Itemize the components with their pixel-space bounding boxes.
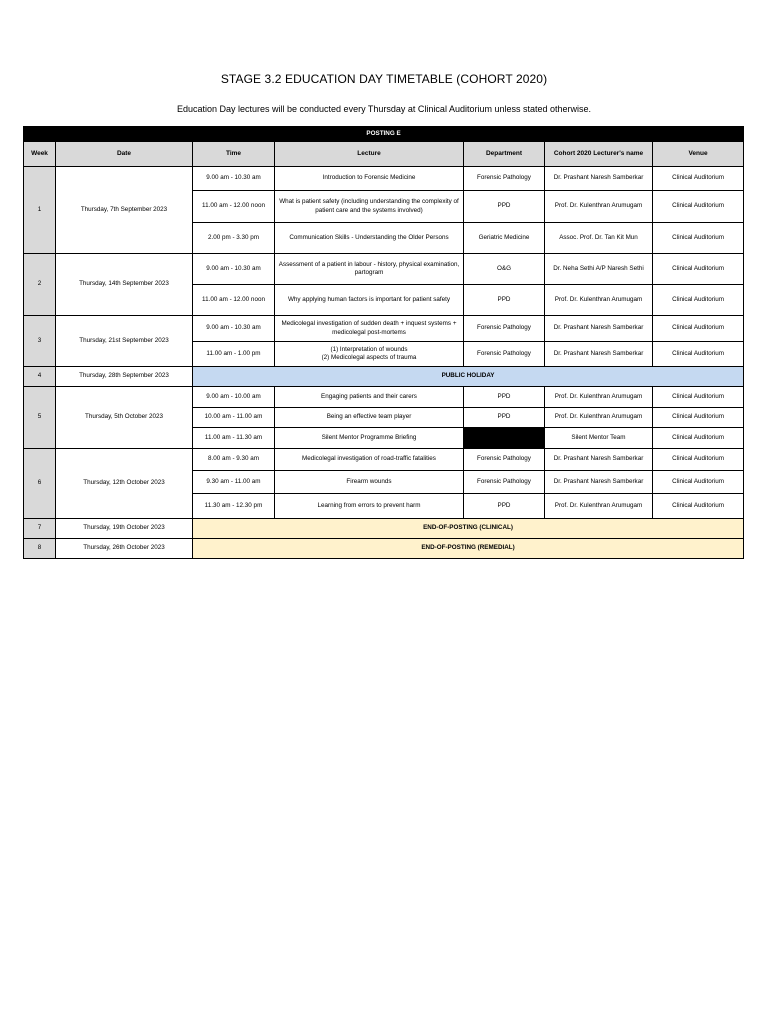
session-department: PPD — [464, 408, 545, 428]
week-date: Thursday, 28th September 2023 — [56, 367, 193, 387]
posting-header: POSTING E — [24, 127, 744, 142]
session-department: Forensic Pathology — [464, 342, 545, 367]
table-row — [24, 316, 744, 342]
session-venue: Clinical Auditorium — [653, 494, 744, 519]
session-lecture: Firearm wounds — [275, 471, 464, 494]
column-header-venue: Venue — [653, 142, 744, 167]
session-venue: Clinical Auditorium — [653, 408, 744, 428]
week-date: Thursday, 12th October 2023 — [56, 449, 193, 519]
session-lecturer: Assoc. Prof. Dr. Tan Kit Mun — [545, 223, 653, 254]
session-venue: Clinical Auditorium — [653, 191, 744, 223]
session-department: Forensic Pathology — [464, 316, 545, 342]
session-lecturer: Prof. Dr. Kulenthran Arumugam — [545, 408, 653, 428]
session-lecturer: Silent Mentor Team — [545, 428, 653, 449]
session-time: 11.00 am - 12.00 noon — [193, 285, 275, 316]
session-time: 9.00 am - 10.30 am — [193, 316, 275, 342]
session-lecture: Silent Mentor Programme Briefing — [275, 428, 464, 449]
session-department: Forensic Pathology — [464, 449, 545, 471]
session-time: 11.30 am - 12.30 pm — [193, 494, 275, 519]
session-department: Forensic Pathology — [464, 167, 545, 191]
session-venue: Clinical Auditorium — [653, 428, 744, 449]
table-row — [24, 254, 744, 285]
session-lecture: Assessment of a patient in labour - history, physical examination, partogram — [275, 254, 464, 285]
session-venue: Clinical Auditorium — [653, 387, 744, 408]
week-date: Thursday, 21st September 2023 — [56, 316, 193, 367]
table-row — [24, 367, 744, 387]
session-venue: Clinical Auditorium — [653, 285, 744, 316]
session-time: 9.30 am - 11.00 am — [193, 471, 275, 494]
week-date: Thursday, 19th October 2023 — [56, 519, 193, 539]
table-row — [24, 449, 744, 471]
week-number: 7 — [24, 519, 56, 539]
session-venue: Clinical Auditorium — [653, 223, 744, 254]
end-of-posting-banner: END-OF-POSTING (REMEDIAL) — [193, 539, 744, 559]
session-lecture: Medicolegal investigation of sudden death + inquest systems + medicolegal post-mortems — [275, 316, 464, 342]
session-time: 8.00 am - 9.30 am — [193, 449, 275, 471]
public-holiday-banner: PUBLIC HOLIDAY — [193, 367, 744, 387]
session-venue: Clinical Auditorium — [653, 449, 744, 471]
column-header-week: Week — [24, 142, 56, 167]
session-lecture: (1) Interpretation of wounds (2) Medicolegal aspects of trauma — [275, 342, 464, 367]
session-lecturer: Dr. Prashant Naresh Samberkar — [545, 167, 653, 191]
table-row — [24, 519, 744, 539]
week-date: Thursday, 14th September 2023 — [56, 254, 193, 316]
session-department-blank — [464, 428, 545, 449]
session-time: 9.00 am - 10.30 am — [193, 254, 275, 285]
session-lecturer: Dr. Prashant Naresh Samberkar — [545, 316, 653, 342]
session-lecture: Why applying human factors is important for patient safety — [275, 285, 464, 316]
page-title: STAGE 3.2 EDUCATION DAY TIMETABLE (COHORT 2020) — [220, 72, 548, 86]
column-header-date: Date — [56, 142, 193, 167]
week-number: 8 — [24, 539, 56, 559]
session-department: PPD — [464, 494, 545, 519]
session-department: Forensic Pathology — [464, 471, 545, 494]
session-department: PPD — [464, 191, 545, 223]
session-lecturer: Prof. Dr. Kulenthran Arumugam — [545, 285, 653, 316]
session-venue: Clinical Auditorium — [653, 471, 744, 494]
session-lecture: Engaging patients and their carers — [275, 387, 464, 408]
session-lecture: Learning from errors to prevent harm — [275, 494, 464, 519]
session-lecture: Introduction to Forensic Medicine — [275, 167, 464, 191]
session-time: 11.00 am - 12.00 noon — [193, 191, 275, 223]
session-lecture: What is patient safety (including understanding the complexity of patient care and the systems involved) — [275, 191, 464, 223]
session-venue: Clinical Auditorium — [653, 342, 744, 367]
session-department: O&G — [464, 254, 545, 285]
week-date: Thursday, 26th October 2023 — [56, 539, 193, 559]
session-lecturer: Dr. Prashant Naresh Samberkar — [545, 449, 653, 471]
week-number: 3 — [24, 316, 56, 367]
session-department: PPD — [464, 387, 545, 408]
session-time: 9.00 am - 10.30 am — [193, 167, 275, 191]
week-number: 6 — [24, 449, 56, 519]
column-header-department: Department — [464, 142, 545, 167]
session-lecturer: Dr. Neha Sethi A/P Naresh Sethi — [545, 254, 653, 285]
session-lecturer: Prof. Dr. Kulenthran Arumugam — [545, 191, 653, 223]
end-of-posting-banner: END-OF-POSTING (CLINICAL) — [193, 519, 744, 539]
table-row — [24, 539, 744, 559]
session-lecturer: Prof. Dr. Kulenthran Arumugam — [545, 387, 653, 408]
column-header-time: Time — [193, 142, 275, 167]
week-date: Thursday, 5th October 2023 — [56, 387, 193, 449]
session-venue: Clinical Auditorium — [653, 167, 744, 191]
timetable — [23, 126, 744, 559]
table-row — [24, 167, 744, 191]
session-department: Geriatric Medicine — [464, 223, 545, 254]
session-lecturer: Dr. Prashant Naresh Samberkar — [545, 342, 653, 367]
column-header-lecturer: Cohort 2020 Lecturer's name — [545, 142, 653, 167]
week-number: 4 — [24, 367, 56, 387]
session-lecture: Communication Skills - Understanding the Older Persons — [275, 223, 464, 254]
session-lecture: Medicolegal investigation of road-traffic fatalities — [275, 449, 464, 471]
session-venue: Clinical Auditorium — [653, 316, 744, 342]
table-row — [24, 387, 744, 408]
session-department: PPD — [464, 285, 545, 316]
session-lecturer: Prof. Dr. Kulenthran Arumugam — [545, 494, 653, 519]
session-venue: Clinical Auditorium — [653, 254, 744, 285]
session-time: 10.00 am - 11.00 am — [193, 408, 275, 428]
session-lecturer: Dr. Prashant Naresh Samberkar — [545, 471, 653, 494]
session-time: 2.00 pm - 3.30 pm — [193, 223, 275, 254]
session-time: 11.00 am - 1.00 pm — [193, 342, 275, 367]
session-lecture: Being an effective team player — [275, 408, 464, 428]
week-number: 2 — [24, 254, 56, 316]
session-time: 9.00 am - 10.00 am — [193, 387, 275, 408]
week-date: Thursday, 7th September 2023 — [56, 167, 193, 254]
week-number: 5 — [24, 387, 56, 449]
column-header-lecture: Lecture — [275, 142, 464, 167]
session-time: 11.00 am - 11.30 am — [193, 428, 275, 449]
page-subtitle: Education Day lectures will be conducted every Thursday at Clinical Auditorium unless stated otherwise. — [176, 104, 592, 114]
week-number: 1 — [24, 167, 56, 254]
